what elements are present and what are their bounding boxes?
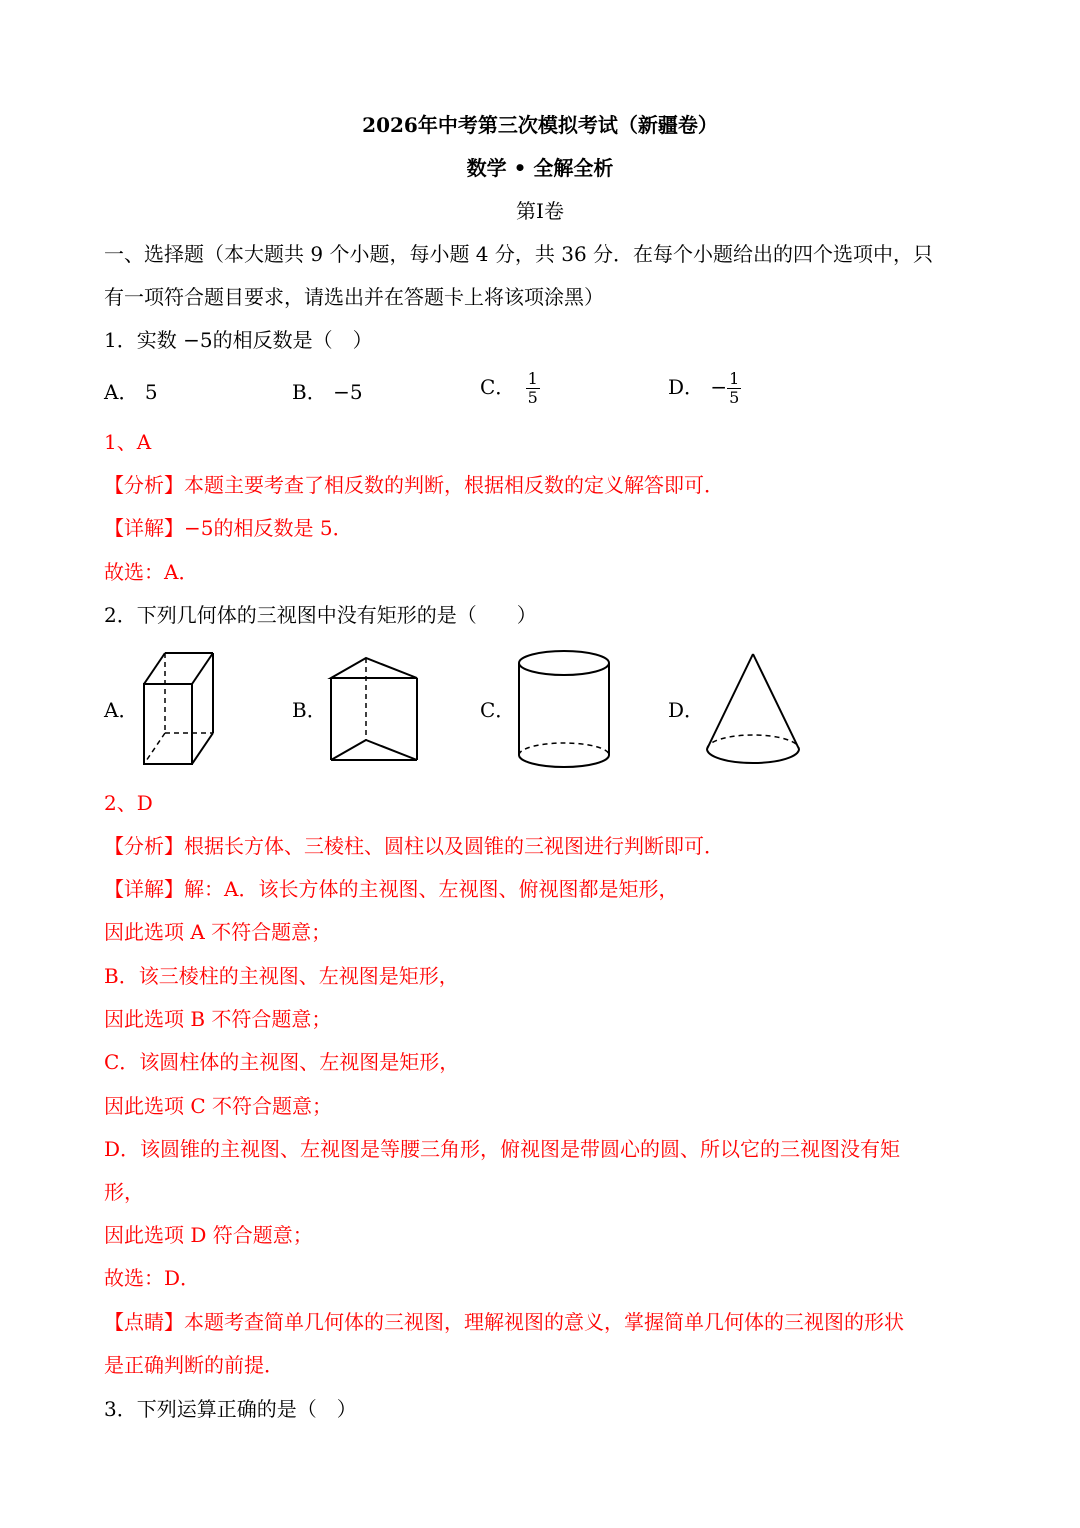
- q2-option-b-label: B．: [292, 698, 327, 722]
- cone-figure: [702, 649, 804, 771]
- q2-stem: 2．下列几何体的三视图中没有矩形的是（ ）: [104, 603, 537, 627]
- q2-option-d-label: D．: [668, 698, 705, 722]
- q1-answer: 1、A: [104, 430, 152, 454]
- q1-option-a: [104, 377, 158, 407]
- q1-option-d-sign: −: [710, 375, 728, 399]
- q1-option-b-label: B．: [292, 380, 327, 404]
- q1-analysis: 【分析】本题主要考查了相反数的判断，根据相反数的定义解答即可．: [104, 473, 724, 497]
- cylinder-figure: [514, 647, 614, 773]
- q1-option-d-label: D．: [668, 375, 705, 399]
- q1-option-c-numerator: 1: [527, 369, 538, 388]
- q1-option-b-value: −5: [333, 380, 363, 404]
- q2-detail-line4: C．该圆柱体的主视图、左视图是矩形，: [104, 1050, 460, 1074]
- q1-option-a-label: A．: [104, 380, 139, 404]
- q2-detail-line1: 因此选项 A 不符合题意；: [104, 920, 332, 944]
- q1-option-d: [668, 370, 741, 407]
- page-subtitle: 数学 • 全解全析: [466, 156, 614, 180]
- q2-detail-line6: D．该圆锥的主视图、左视图是等腰三角形，俯视图是带圆心的圆、所以它的三视图没有矩: [104, 1137, 901, 1161]
- q2-detail-line5: 因此选项 C 不符合题意；: [104, 1094, 333, 1118]
- q2-option-c-label: C．: [480, 698, 516, 722]
- q2-comment-line2: 是正确判断的前提．: [104, 1353, 284, 1377]
- q2-detail-line8: 因此选项 D 符合题意；: [104, 1223, 313, 1247]
- q2-detail-line3: 因此选项 B 不符合题意；: [104, 1007, 332, 1031]
- q1-option-c-denominator: 5: [527, 388, 538, 407]
- q2-comment-line1: 【点睛】本题考查简单几何体的三视图，理解视图的意义，掌握简单几何体的三视图的形状: [104, 1310, 904, 1334]
- q1-option-c: [480, 370, 540, 407]
- q1-detail: 【详解】−5的相反数是 5．: [104, 516, 353, 540]
- volume-label: 第Ⅰ卷: [516, 199, 564, 223]
- q1-option-c-label: C．: [480, 375, 516, 399]
- page-title: 2026年中考第三次模拟考试（新疆卷）: [362, 113, 718, 137]
- q3-stem: 3．下列运算正确的是（ ）: [104, 1397, 357, 1421]
- cuboid-figure: [138, 648, 220, 770]
- q2-answer: 2、D: [104, 791, 153, 815]
- q1-stem: 1．实数 −5的相反数是（ ）: [104, 328, 373, 352]
- q1-option-d-fraction: [727, 370, 741, 407]
- q1-choice: 故选：A．: [104, 560, 199, 584]
- q2-detail: 【详解】解：A．该长方体的主视图、左视图、俯视图都是矩形，: [104, 877, 679, 901]
- q1-option-b: [292, 377, 363, 407]
- q1-option-d-numerator: 1: [729, 369, 740, 388]
- q2-option-a-label: A．: [104, 698, 139, 722]
- q2-choice: 故选：D．: [104, 1266, 201, 1290]
- q1-option-c-fraction: [526, 370, 540, 407]
- q2-detail-line7: 形，: [104, 1180, 144, 1204]
- section-instruction-line1: 一、选择题（本大题共 9 个小题，每小题 4 分，共 36 分．在每个小题给出的四个选项中，只: [104, 242, 934, 266]
- q2-analysis: 【分析】根据长方体、三棱柱、圆柱以及圆锥的三视图进行判断即可．: [104, 834, 724, 858]
- q1-option-a-value: 5: [144, 380, 158, 404]
- q2-detail-line2: B．该三棱柱的主视图、左视图是矩形，: [104, 964, 459, 988]
- q1-option-d-denominator: 5: [729, 388, 740, 407]
- triangular-prism-figure: [326, 652, 422, 766]
- section-instruction-line2: 有一项符合题目要求，请选出并在答题卡上将该项涂黑）: [104, 285, 604, 309]
